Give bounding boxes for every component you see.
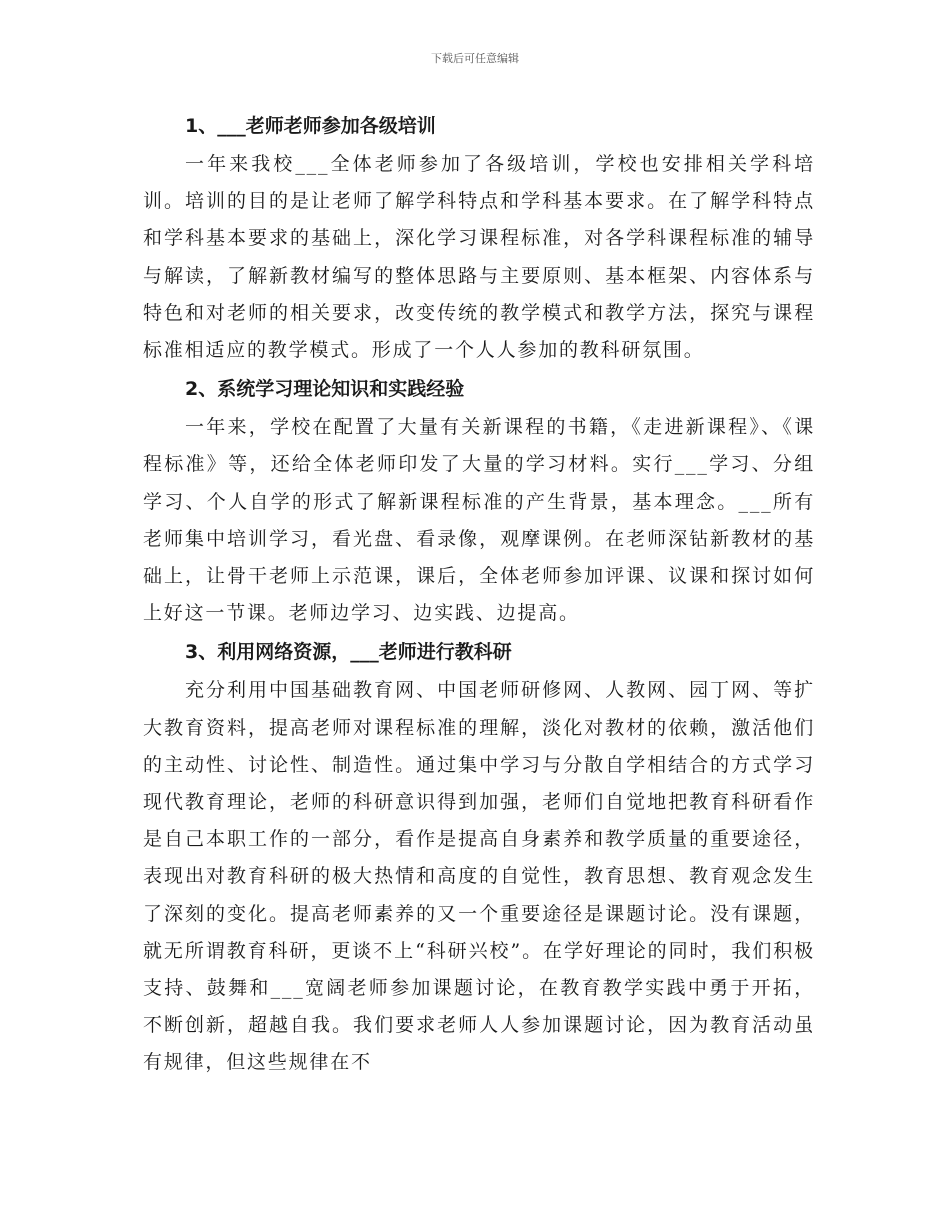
section-paragraph-3: 充分利用中国基础教育网、中国老师研修网、人教网、园丁网、等扩大教育资料，提高老师对课程标准的理解，淡化对教材的依赖，激活他们的主动性、讨论性、制造性。通过集中学习与分散自学相结合的方式学习现代教育理论，老师的科研意识得到加强，老师们自觉地把教育科研看作是自己本职工作的一部分，看作是提高自身素养和教学质量的重要途径，表现出对教育科研的极大热情和高度的自觉性，教育思想、教育观念发生了深刻的变化。提高老师素养的又一个重要途径是课题讨论。没有课题，就无所谓教育科研，更谈不上“科研兴校”。在学好理论的同时，我们积极支持、鼓舞和___宽阔老师参加课题讨论，在教育教学实践中勇于开拓，不断创新，超越自我。我们要求老师人人参加课题讨论，因为教育活动虽有规律，但这些规律在不 <box>143 679 815 1074</box>
section-heading-2: 2、系统学习理论知识和实践经验 <box>185 378 465 401</box>
section-paragraph-1: 一年来我校___全体老师参加了各级培训，学校也安排相关学科培训。培训的目的是让老师了解学科特点和学科基本要求。在了解学科特点和学科基本要求的基础上，深化学习课程标准，对各学科课程标准的辅导与解读，了解新教材编写的整体思路与主要原则、基本框架、内容体系与特色和对老师的相关要求，改变传统的教学模式和教学方法，探究与课程标准相适应的教学模式。形成了一个人人参加的教科研氛围。 <box>143 153 815 362</box>
section-heading-3: 3、利用网络资源，___老师进行教科研 <box>185 641 512 664</box>
document-body <box>143 106 815 1082</box>
page-header: 下载后可任意编辑 <box>431 52 519 65</box>
section-heading-1: 1、___老师老师参加各级培训 <box>185 115 436 137</box>
section-paragraph-2: 一年来，学校在配置了大量有关新课程的书籍，《走进新课程》、《课程标准》等，还给全体老师印发了大量的学习材料。实行___学习、分组学习、个人自学的形式了解新课程标准的产生背景，基本理念。___所有老师集中培训学习，看光盘、看录像，观摩课例。在老师深钻新教材的基础上，让骨干老师上示范课，课后，全体老师参加评课、议课和探讨如何上好这一节课。老师边学习、边实践、边提高。 <box>143 416 815 625</box>
